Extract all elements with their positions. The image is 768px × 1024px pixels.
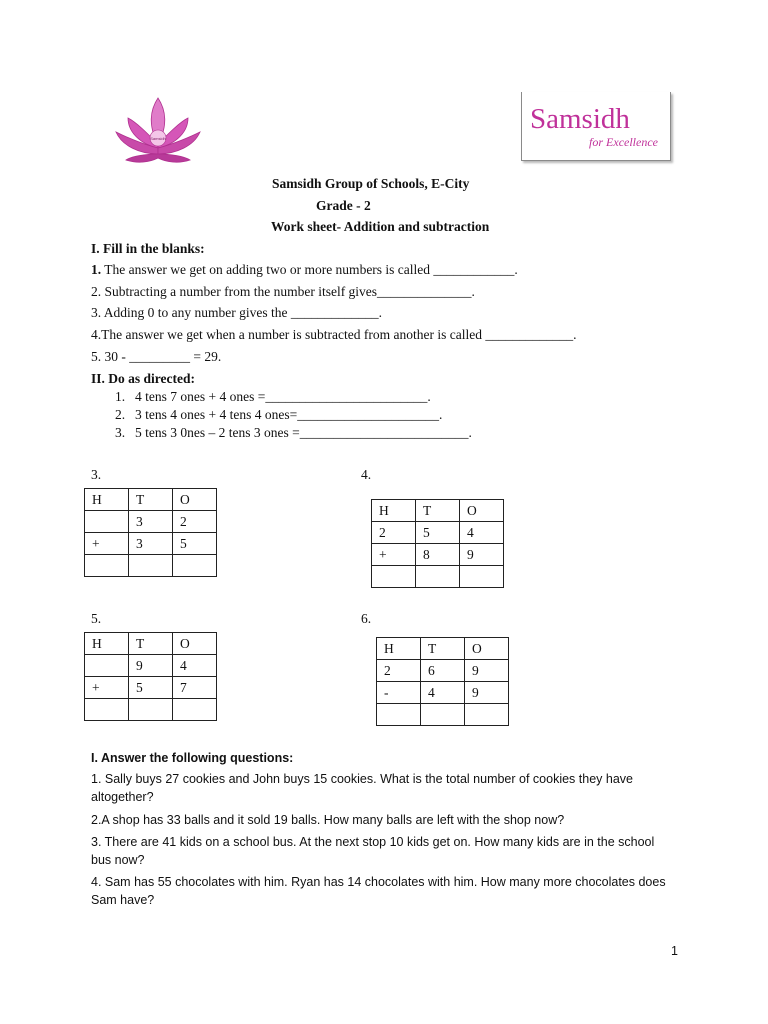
fill-question-4: 4.The answer we get when a number is subtracted from another is called _____________. — [91, 327, 577, 342]
lotus-logo-text: Samsidh — [150, 136, 166, 141]
answer-question-1-line-1: 1. Sally buys 27 cookies and John buys 15 cookies. What is the total number of cookies they have — [91, 772, 633, 786]
table-row: H T O — [377, 638, 509, 660]
grade-title: Grade - 2 — [316, 198, 371, 213]
directed-list — [115, 388, 472, 442]
table-5-label: 5. — [91, 611, 102, 626]
page-number: 1 — [671, 944, 678, 958]
table-row: + 3 5 — [85, 533, 217, 555]
answer-question-2: 2.A shop has 33 balls and it sold 19 balls. How many balls are left with the shop now? — [91, 813, 565, 827]
table-row — [85, 699, 217, 721]
answer-question-1-line-2: altogether? — [91, 790, 154, 804]
fill-question-1 — [91, 262, 518, 278]
table-row: H T O — [85, 489, 217, 511]
table-row — [372, 566, 504, 588]
directed-item: 3. 5 tens 3 0nes – 2 tens 3 ones =_________________________. — [115, 425, 472, 440]
brand-tagline: for Excellence — [589, 135, 658, 149]
section-fill-blanks-title: I. Fill in the blanks: — [91, 241, 205, 256]
section-directed-title: II. Do as directed: — [91, 371, 195, 386]
fill-question-5: 5. 30 - _________ = 29. — [91, 349, 222, 364]
table-4-label: 4. — [361, 467, 372, 482]
worksheet-title: Work sheet- Addition and subtraction — [271, 219, 490, 234]
directed-item: 2. 3 tens 4 ones + 4 tens 4 ones=_____________________. — [115, 407, 443, 422]
answer-question-3-line-1: 3. There are 41 kids on a school bus. At the next stop 10 kids get on. How many kids are in the school — [91, 835, 655, 849]
table-row: 3 2 — [85, 511, 217, 533]
table-row: + 8 9 — [372, 544, 504, 566]
table-row: - 4 9 — [377, 682, 509, 704]
table-row: 2 6 9 — [377, 660, 509, 682]
section-answer-title: I. Answer the following questions: — [91, 751, 294, 765]
hto-table-6 — [376, 637, 509, 726]
directed-item: 1. 4 tens 7 ones + 4 ones =________________________. — [115, 389, 431, 404]
answer-question-4-line-2: Sam have? — [91, 893, 155, 907]
fill-question-1-text: The answer we get on adding two or more numbers is called ____________. — [101, 262, 518, 277]
table-row: 2 5 4 — [372, 522, 504, 544]
samsidh-brand-logo — [521, 92, 671, 161]
table-3-label: 3. — [91, 467, 102, 482]
school-name: Samsidh Group of Schools, E-City — [272, 176, 470, 191]
lotus-logo — [112, 92, 204, 168]
hto-table-3 — [84, 488, 217, 577]
table-row — [377, 704, 509, 726]
answer-question-4-line-1: 4. Sam has 55 chocolates with him. Ryan has 14 chocolates with him. How many more chocolates does — [91, 875, 666, 889]
hto-table-4 — [371, 499, 504, 588]
hto-table-5 — [84, 632, 217, 721]
table-6-label: 6. — [361, 611, 372, 626]
fill-question-3: 3. Adding 0 to any number gives the _____________. — [91, 305, 382, 320]
table-row: + 5 7 — [85, 677, 217, 699]
fill-question-1-number: 1. — [91, 262, 102, 277]
table-row: H T O — [372, 500, 504, 522]
table-row: 9 4 — [85, 655, 217, 677]
brand-name: Samsidh — [530, 103, 630, 135]
fill-question-2: 2. Subtracting a number from the number itself gives______________. — [91, 284, 475, 299]
answer-question-3-line-2: bus now? — [91, 853, 145, 867]
table-row — [85, 555, 217, 577]
table-row: H T O — [85, 633, 217, 655]
